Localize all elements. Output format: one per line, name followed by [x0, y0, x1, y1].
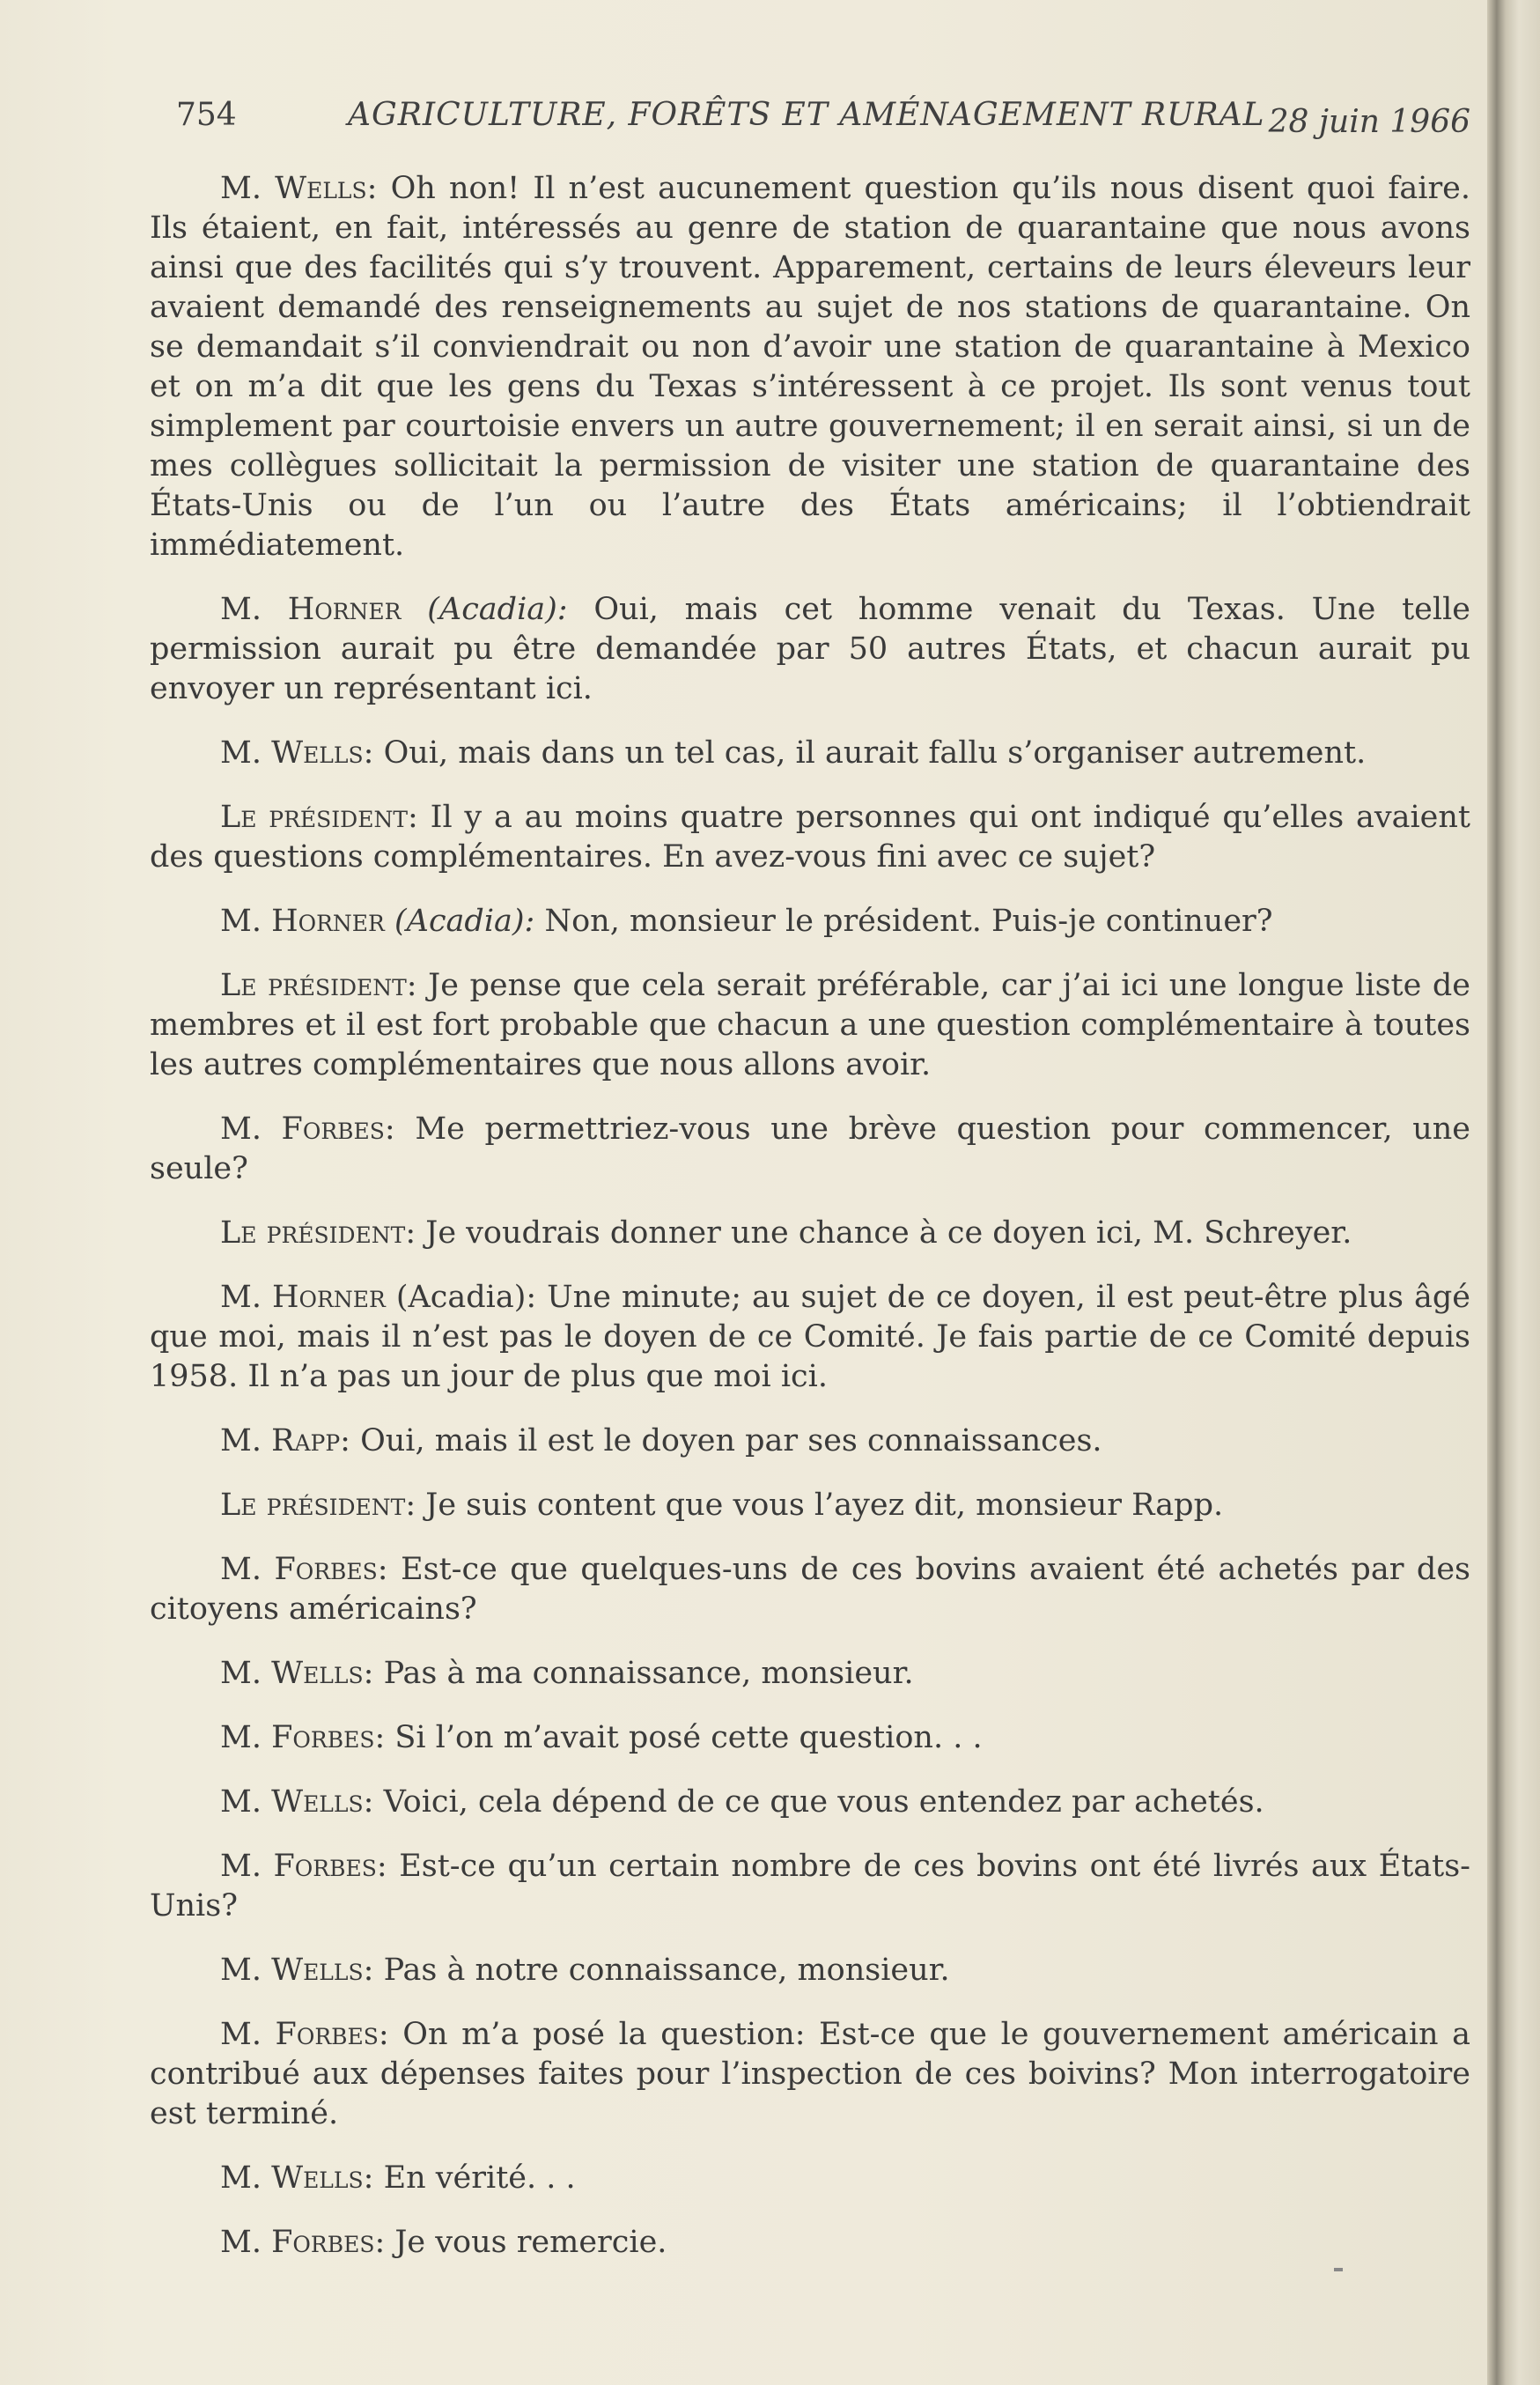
paragraph-text: Pas à notre connaissance, monsieur. — [373, 1953, 950, 1988]
speaker-name: M. Horner — [220, 1280, 386, 1315]
paragraph — [150, 2015, 1470, 2134]
transcript-body — [150, 169, 1470, 2287]
paragraph — [150, 966, 1470, 1085]
page-number: 754 — [176, 97, 237, 133]
paragraph-text: Est-ce que quelques-uns de ces bovins avaient été achetés par des citoyens américains? — [150, 1552, 1470, 1627]
speaker-name: M. Forbes: — [220, 1111, 395, 1147]
speaker-name: Le président: — [220, 1488, 416, 1523]
paragraph — [150, 798, 1470, 877]
paragraph — [150, 902, 1470, 941]
paragraph-text: Oh non! Il n’est aucunement question qu’ils nous disent quoi faire. Ils étaient, en fait, intéressés au genre de station de quarantaine que nous avons ainsi que des facilités qui s’y trouvent. Apparement, certains de leurs éleveurs leur avaient demandé des renseignements au sujet de nos stations de quarantaine. On se demandait s’il conviendrait ou non d’avoir une station de quarantaine à Mexico et on m’a dit que les gens du Texas s’intéressent à ce projet. Ils sont venus tout simplement par courtoisie envers un autre gouvernement; il en serait ainsi, si un de mes collègues sollicitait la permission de visiter une station de quarantaine des États-Unis ou de l’un ou l’autre des États américains; il l’obtiendrait immédiatement. — [150, 171, 1471, 563]
paragraph — [150, 2159, 1470, 2198]
paragraph — [150, 590, 1470, 709]
paragraph-text: En vérité. . . — [373, 2160, 576, 2196]
paragraph-text: Je vous remercie. — [385, 2225, 667, 2260]
paragraph — [150, 1214, 1470, 1253]
paragraph-text: Me permettriez-vous une brève question pour commencer, une seule? — [150, 1111, 1470, 1186]
speaker-name: Le président: — [220, 800, 418, 835]
paragraph — [150, 1783, 1470, 1822]
print-mark — [1334, 2268, 1343, 2271]
riding: (Acadia): — [401, 592, 568, 627]
page-header — [176, 97, 1479, 150]
speaker-name: M. Forbes: — [220, 2225, 386, 2260]
speaker-name: M. Wells: — [220, 1656, 374, 1691]
paragraph — [150, 1654, 1470, 1694]
speaker-name: Le président: — [220, 968, 417, 1003]
header-date: 28 juin 1966 — [1268, 104, 1470, 140]
paragraph-text: Oui, mais dans un tel cas, il aurait fallu s’organiser autrement. — [373, 735, 1367, 771]
paragraph-text: Je pense que cela serait préférable, car j’ai ici une longue liste de membres et il est fort probable que chacun a une question complémentaire à toutes les autres complémentaires que nous allons avoir. — [150, 968, 1471, 1082]
paragraph — [150, 2223, 1470, 2263]
speaker-name: M. Forbes: — [220, 1720, 386, 1755]
speaker-name: Le président: — [220, 1215, 416, 1251]
paragraph-text: Pas à ma connaissance, monsieur. — [373, 1656, 914, 1691]
paragraph — [150, 1550, 1470, 1629]
paragraph-text: (Acadia): Une minute; au sujet de ce doyen, il est peut-être plus âgé que moi, mais il n’est pas le doyen de ce Comité. Je fais partie de ce Comité depuis 1958. Il n’a pas un jour de plus que moi ici. — [150, 1280, 1470, 1394]
running-title: AGRICULTURE, FORÊTS ET AMÉNAGEMENT RURAL — [348, 97, 1265, 133]
speaker-name: M. Wells: — [220, 2160, 374, 2196]
speaker-name: M. Forbes: — [220, 1552, 388, 1587]
paragraph — [150, 1110, 1470, 1189]
paragraph — [150, 1421, 1470, 1461]
paragraph — [150, 1486, 1470, 1525]
speaker-name: M. Horner — [220, 904, 385, 939]
paragraph-text: Si l’on m’avait posé cette question. . . — [385, 1720, 983, 1755]
speaker-name: M. Forbes: — [220, 1849, 387, 1884]
paragraph-text: On m’a posé la question: Est-ce que le gouvernement américain a contribué aux dépenses faites pour l’inspection de ces boivins? Mon interrogatoire est terminé. — [150, 2017, 1470, 2131]
paragraph-text: Non, monsieur le président. Puis-je continuer? — [534, 904, 1273, 939]
speaker-name: M. Wells: — [220, 1784, 374, 1820]
paragraph-text: Je voudrais donner une chance à ce doyen ici, M. Schreyer. — [416, 1215, 1352, 1251]
paragraph-text: Est-ce qu’un certain nombre de ces bovins ont été livrés aux États-Unis? — [150, 1849, 1471, 1924]
paragraph-text: Je suis content que vous l’ayez dit, monsieur Rapp. — [416, 1488, 1224, 1523]
paragraph — [150, 1718, 1470, 1758]
paragraph-text: Voici, cela dépend de ce que vous entendez par achetés. — [373, 1784, 1264, 1820]
paragraph — [150, 734, 1470, 773]
book-spine-shadow — [1487, 0, 1540, 2385]
riding: (Acadia): — [384, 904, 535, 939]
paragraph — [150, 169, 1470, 565]
speaker-name: M. Wells: — [220, 171, 378, 206]
speaker-name: M. Forbes: — [220, 2017, 389, 2052]
paragraph-text: Il y a au moins quatre personnes qui ont indiqué qu’elles avaient des questions complémentaires. En avez-vous fini avec ce sujet? — [150, 800, 1471, 875]
speaker-name: M. Rapp: — [220, 1423, 350, 1458]
speaker-name: M. Wells: — [220, 1953, 374, 1988]
speaker-name: M. Wells: — [220, 735, 374, 771]
paragraph-text: Oui, mais il est le doyen par ses connaissances. — [350, 1423, 1102, 1458]
paragraph — [150, 1278, 1470, 1397]
paragraph — [150, 1847, 1470, 1926]
speaker-name: M. Horner — [220, 592, 402, 627]
paragraph-text: Oui, mais cet homme venait du Texas. Une telle permission aurait pu être demandée par 50 autres États, et chacun aurait pu envoyer un représentant ici. — [150, 592, 1470, 706]
paragraph — [150, 1951, 1470, 1990]
